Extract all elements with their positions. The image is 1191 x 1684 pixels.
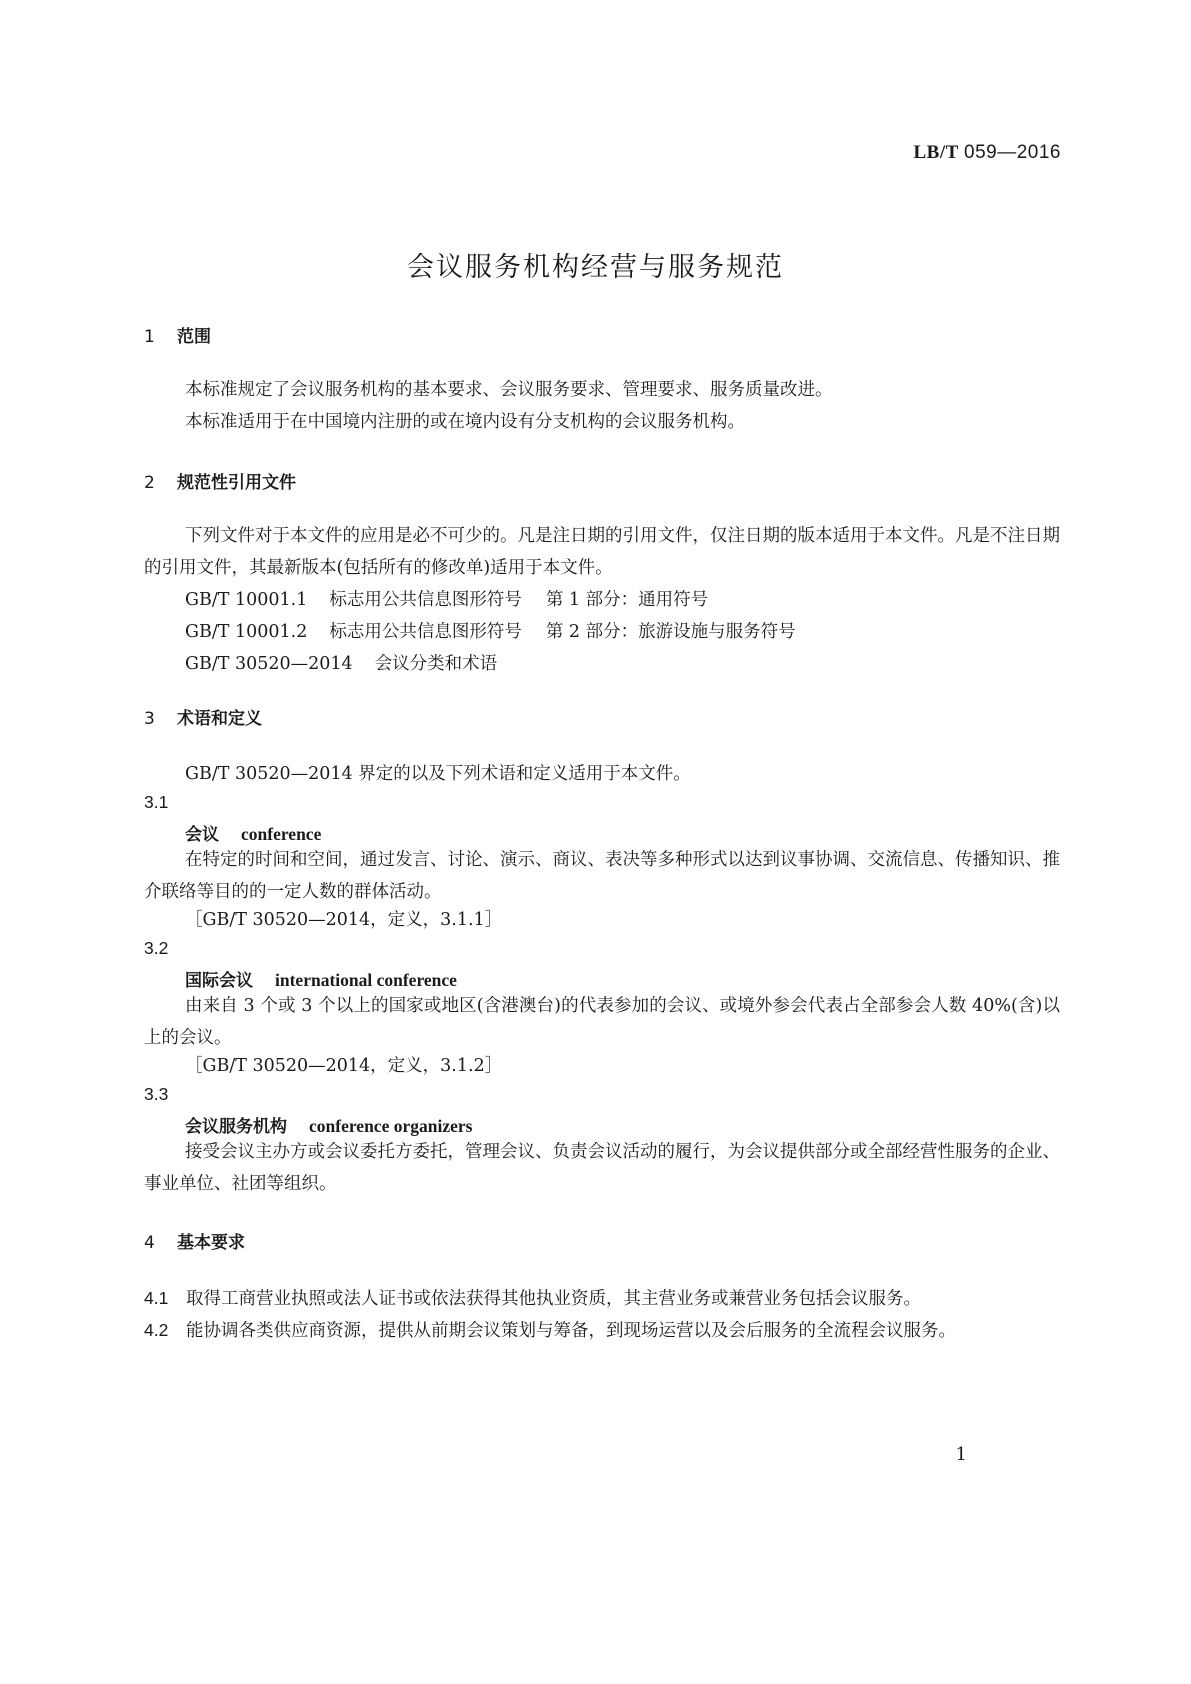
term-heading [185,966,457,991]
section-4-heading [144,1228,245,1253]
term-chinese: 国际会议 [185,971,253,991]
reference-part: 第 1 部分：通用符号 [545,590,709,610]
term-definition: 在特定的时间和空间，通过发言、讨论、演示、商议、表决等多种形式以达到议事协调、交流信息、传播知识、推介联络等目的的一定人数的群体活动。 [144,850,1060,902]
term-chinese: 会议 [185,825,219,845]
term-english: conference organizers [309,1116,473,1136]
term-english: conference [241,824,322,844]
term-definition: 接受会议主办方或会议委托方委托，管理会议、负责会议活动的履行，为会议提供部分或全部经营性服务的企业、事业单位、社团等组织。 [144,1142,1060,1194]
term-number: 3.3 [144,1084,169,1104]
section-3-heading [144,704,262,729]
section-number: 1 [144,327,155,347]
reference-title: 会议分类和术语 [374,654,498,674]
document-title: 会议服务机构经营与服务规范 [407,252,784,283]
scope-paragraph-1: 本标准规定了会议服务机构的基本要求、会议服务要求、管理要求、服务质量改进。 [185,380,833,400]
reference-part: 第 2 部分：旅游设施与服务符号 [545,622,796,642]
term-number: 3.2 [144,938,169,958]
section-title: 范围 [177,327,211,347]
section-1-heading [144,322,211,347]
reference-item [185,618,796,643]
reference-code: GB/T 30520—2014 [185,654,353,674]
section-number: 2 [144,473,155,493]
section-number: 4 [144,1233,155,1253]
reference-code: GB/T 10001.1 [185,590,308,610]
reference-item [185,650,497,675]
scope-paragraph-2: 本标准适用于在中国境内注册的或在境内设有分支机构的会议服务机构。 [185,412,745,432]
requirement-number: 4.1 [144,1288,169,1308]
reference-item [185,586,708,611]
term-heading [185,1112,472,1137]
requirement-number: 4.2 [144,1320,169,1340]
standard-number: 059—2016 [964,142,1061,163]
standard-prefix: LB/T [913,142,959,163]
requirement-item [144,1314,1060,1347]
term-source: ［GB/T 30520—2014，定义，3.1.1］ [185,910,503,930]
section-2-heading [144,468,296,493]
page-number: 1 [955,1444,967,1465]
section-title: 术语和定义 [177,709,262,729]
reference-code: GB/T 10001.2 [185,622,308,642]
requirement-text: 能协调各类供应商资源，提供从前期会议策划与筹备，到现场运营以及会后服务的全流程会议服务。 [186,1321,956,1341]
terms-intro: GB/T 30520—2014 界定的以及下列术语和定义适用于本文件。 [185,764,691,784]
term-chinese: 会议服务机构 [185,1117,287,1137]
reference-title: 标志用公共信息图形符号 [329,622,522,642]
requirement-item [144,1282,1060,1315]
section-number: 3 [144,709,155,729]
standard-code [913,142,1061,164]
term-number: 3.1 [144,792,169,812]
term-heading [185,820,321,845]
term-definition: 由来自 3 个或 3 个以上的国家或地区(含港澳台)的代表参加的会议、或境外参会代表占全部参会人数 40%(含)以上的会议。 [144,996,1060,1048]
section-title: 规范性引用文件 [177,473,296,493]
reference-title: 标志用公共信息图形符号 [329,590,522,610]
term-english: international conference [275,970,457,990]
section-title: 基本要求 [177,1233,245,1253]
normative-refs-paragraph: 下列文件对于本文件的应用是必不可少的。凡是注日期的引用文件，仅注日期的版本适用于本文件。凡是不注日期的引用文件，其最新版本(包括所有的修改单)适用于本文件。 [144,526,1060,578]
requirement-text: 取得工商营业执照或法人证书或依法获得其他执业资质，其主营业务或兼营业务包括会议服务。 [186,1289,921,1309]
term-source: ［GB/T 30520—2014，定义，3.1.2］ [185,1056,503,1076]
